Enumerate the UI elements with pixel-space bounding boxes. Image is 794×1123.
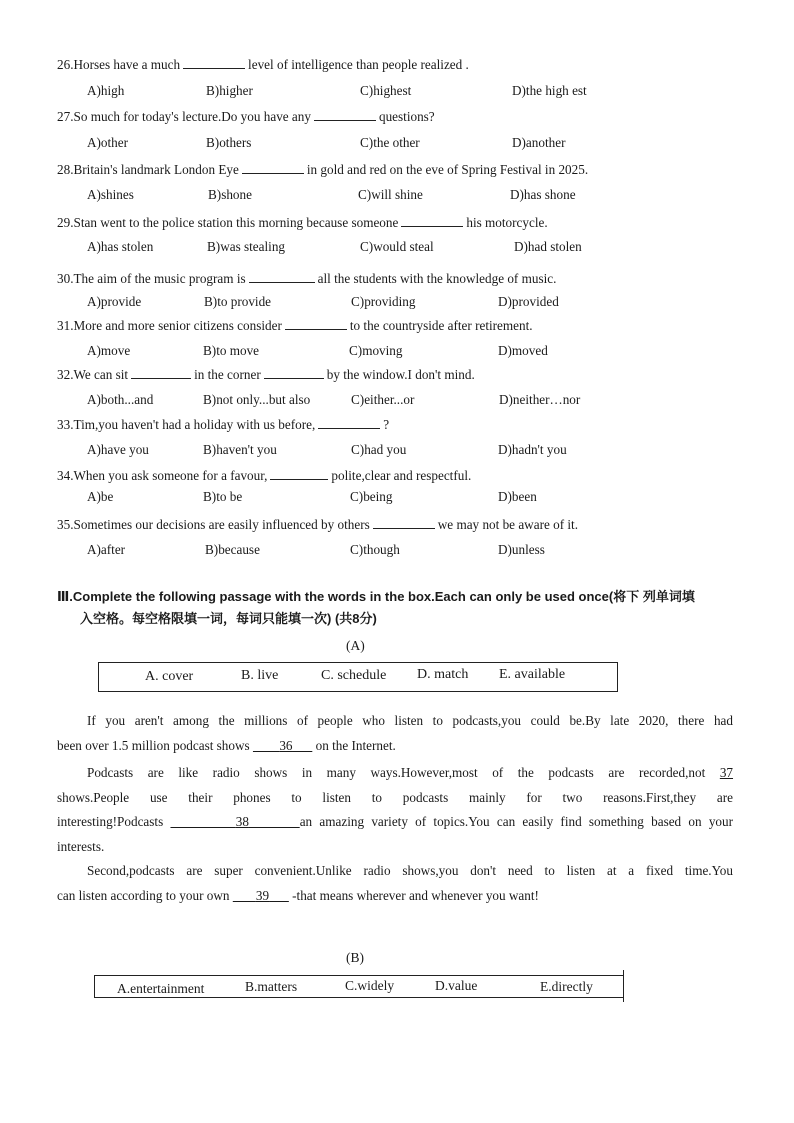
question-text: Stan went to the police station this morning because someone (73, 215, 399, 230)
word-box-b-right-border (623, 970, 624, 1002)
answer-option[interactable]: C)had you (351, 442, 407, 457)
passage-a-paragraph-2 (57, 761, 733, 859)
question-number: 34. (57, 468, 74, 483)
question-text: in the corner (194, 367, 261, 382)
question-number: 33. (57, 417, 74, 432)
answer-option[interactable]: C)either...or (351, 392, 415, 407)
passage-line: can listen according to your own 39 -that means wherever and whenever you want! (57, 887, 539, 903)
answer-option[interactable]: B)to move (203, 343, 260, 358)
answer-option[interactable]: A)provide (87, 294, 142, 309)
question-number: 32. (57, 367, 74, 382)
answer-option[interactable]: C)moving (349, 343, 403, 358)
passage-a-paragraph-3 (57, 859, 733, 908)
answer-option[interactable]: C)will shine (358, 187, 423, 202)
question-text: More and more senior citizens consider (73, 318, 282, 333)
question-stem (57, 214, 548, 231)
blank-39[interactable]: 39 (255, 887, 270, 903)
answer-option[interactable]: B)was stealing (207, 239, 286, 254)
passage-line: interesting!Podcasts 38 an amazing variety of topics.You can easily find something based on your (57, 814, 734, 829)
answer-option[interactable]: C)being (350, 489, 393, 504)
question-number: 29. (57, 215, 74, 230)
question-number: 27. (57, 109, 74, 124)
word-option: B.matters (245, 979, 298, 994)
answer-blank[interactable] (285, 317, 347, 330)
blank-36[interactable]: 36 (279, 737, 293, 753)
word-option: A.entertainment (117, 981, 205, 996)
answer-blank[interactable] (131, 366, 191, 379)
question-text: Tim,you haven't had a holiday with us before, (73, 417, 316, 432)
answer-option[interactable]: D)hadn't you (498, 442, 567, 457)
word-option: D. match (417, 667, 469, 682)
answer-option[interactable]: D)moved (498, 343, 548, 358)
passage-line: interests. (57, 838, 105, 854)
question-text: The aim of the music program is (73, 271, 246, 286)
blank-38[interactable]: 38 (235, 814, 249, 829)
question-text: Horses have a much (73, 57, 181, 72)
answer-option[interactable]: D)had stolen (514, 239, 582, 254)
question-text: Britain's landmark London Eye (73, 162, 239, 177)
answer-option[interactable]: B)to provide (204, 294, 272, 309)
answer-blank[interactable] (373, 516, 435, 529)
question-number: 26. (57, 57, 74, 72)
answer-option[interactable]: B)not only...but also (203, 392, 311, 407)
question-text: by the window.I don't mind. (326, 367, 475, 382)
part-b-label: (B) (346, 950, 364, 965)
word-box-a (98, 662, 618, 692)
answer-option[interactable]: D)unless (498, 542, 545, 557)
question-number: 31. (57, 318, 74, 333)
word-box-b-top-border (94, 975, 624, 976)
part-a-label: (A) (346, 638, 365, 653)
answer-option[interactable]: A)be (87, 489, 114, 504)
answer-blank[interactable] (249, 270, 315, 283)
answer-option[interactable]: A)other (87, 135, 129, 150)
answer-option[interactable]: D)provided (498, 294, 559, 309)
answer-blank[interactable] (318, 416, 380, 429)
question-text: to the countryside after retirement. (349, 318, 533, 333)
question-stem (57, 161, 588, 178)
question-number: 28. (57, 162, 74, 177)
question-text: We can sit (73, 367, 129, 382)
passage-line: Podcasts are like radio shows in many ways.However,most of the podcasts are recorded,not 37 (87, 765, 734, 780)
question-text: questions? (378, 109, 435, 124)
word-option: C. schedule (321, 668, 387, 683)
word-box-b-left-border (94, 975, 95, 998)
word-option: E. available (499, 667, 566, 682)
question-stem (57, 516, 578, 533)
answer-option[interactable]: A)high (87, 83, 125, 98)
answer-option[interactable]: B)higher (206, 83, 253, 98)
blank-37[interactable]: 37 (719, 765, 734, 780)
question-text: all the students with the knowledge of music. (317, 271, 557, 286)
answer-option[interactable]: B)haven't you (203, 442, 277, 457)
answer-option[interactable]: D)has shone (510, 187, 576, 202)
question-text: we may not be aware of it. (437, 517, 579, 532)
passage-line: been over 1.5 million podcast shows 36 on the Internet. (57, 737, 396, 753)
word-option: B. live (241, 668, 279, 683)
passage-a-paragraph-1 (57, 709, 733, 758)
answer-option[interactable]: C)would steal (360, 239, 434, 254)
question-number: 35. (57, 517, 74, 532)
question-stem (57, 108, 435, 125)
question-text: Sometimes our decisions are easily influenced by others (73, 517, 370, 532)
question-stem (57, 270, 556, 287)
answer-option[interactable]: B)because (205, 542, 260, 557)
answer-option[interactable]: C)the other (360, 135, 420, 150)
answer-option[interactable]: D)the high est (512, 83, 587, 98)
answer-option[interactable]: B)others (206, 135, 252, 150)
answer-option[interactable]: A)shines (87, 187, 134, 202)
word-option: A. cover (145, 669, 194, 684)
section-3-heading: Ⅲ.Complete the following passage with the words in the box.Each can only be used once(将下 列单词填 (57, 589, 695, 604)
question-stem (57, 416, 389, 433)
answer-blank[interactable] (314, 108, 376, 121)
answer-option[interactable]: A)have you (87, 442, 149, 457)
word-option: E.directly (540, 979, 593, 994)
answer-option[interactable]: B)shone (208, 187, 252, 202)
passage-line: If you aren't among the millions of people who listen to podcasts,you could be.By late 2020, there had (87, 713, 733, 728)
question-text: So much for today's lecture.Do you have any (73, 109, 311, 124)
question-stem (57, 467, 471, 484)
question-text: in gold and red on the eve of Spring Festival in 2025. (306, 162, 589, 177)
passage-line: shows.People use their phones to listen to podcasts mainly for two reasons.First,they are (57, 789, 733, 805)
passage-line: Second,podcasts are super convenient.Unlike radio shows,you don't need to listen at a fixed time.You (87, 863, 733, 878)
question-text: When you ask someone for a favour, (73, 468, 268, 483)
answer-blank[interactable] (183, 56, 245, 69)
section-3-heading-cont: 入空格。每空格限填一词，每词只能填一次) (共8分) (80, 611, 377, 626)
answer-option[interactable]: A)after (87, 542, 126, 557)
word-option: C.widely (345, 978, 395, 993)
word-option: D.value (435, 978, 478, 993)
question-stem (57, 366, 475, 383)
answer-option[interactable]: C)though (350, 542, 400, 557)
answer-option[interactable]: A)has stolen (87, 239, 154, 254)
answer-blank[interactable] (242, 161, 304, 174)
answer-blank[interactable] (270, 467, 328, 480)
answer-option[interactable]: C)highest (360, 83, 412, 98)
answer-blank[interactable] (401, 214, 463, 227)
answer-option[interactable]: A)move (87, 343, 131, 358)
word-box-b-bottom-border (94, 997, 624, 998)
answer-option[interactable]: A)both...and (87, 392, 154, 407)
answer-option[interactable]: C)providing (351, 294, 416, 309)
answer-option[interactable]: B)to be (203, 489, 243, 504)
answer-option[interactable]: D)been (498, 489, 537, 504)
question-text: his motorcycle. (466, 215, 548, 230)
answer-option[interactable]: D)another (512, 135, 566, 150)
question-number: 30. (57, 271, 74, 286)
question-text: ? (383, 417, 390, 432)
question-text: level of intelligence than people realized . (248, 57, 469, 72)
answer-option[interactable]: D)neither…nor (499, 392, 581, 407)
question-stem (57, 56, 469, 73)
answer-blank[interactable] (264, 366, 324, 379)
question-text: polite,clear and respectful. (331, 468, 472, 483)
question-stem (57, 317, 533, 334)
